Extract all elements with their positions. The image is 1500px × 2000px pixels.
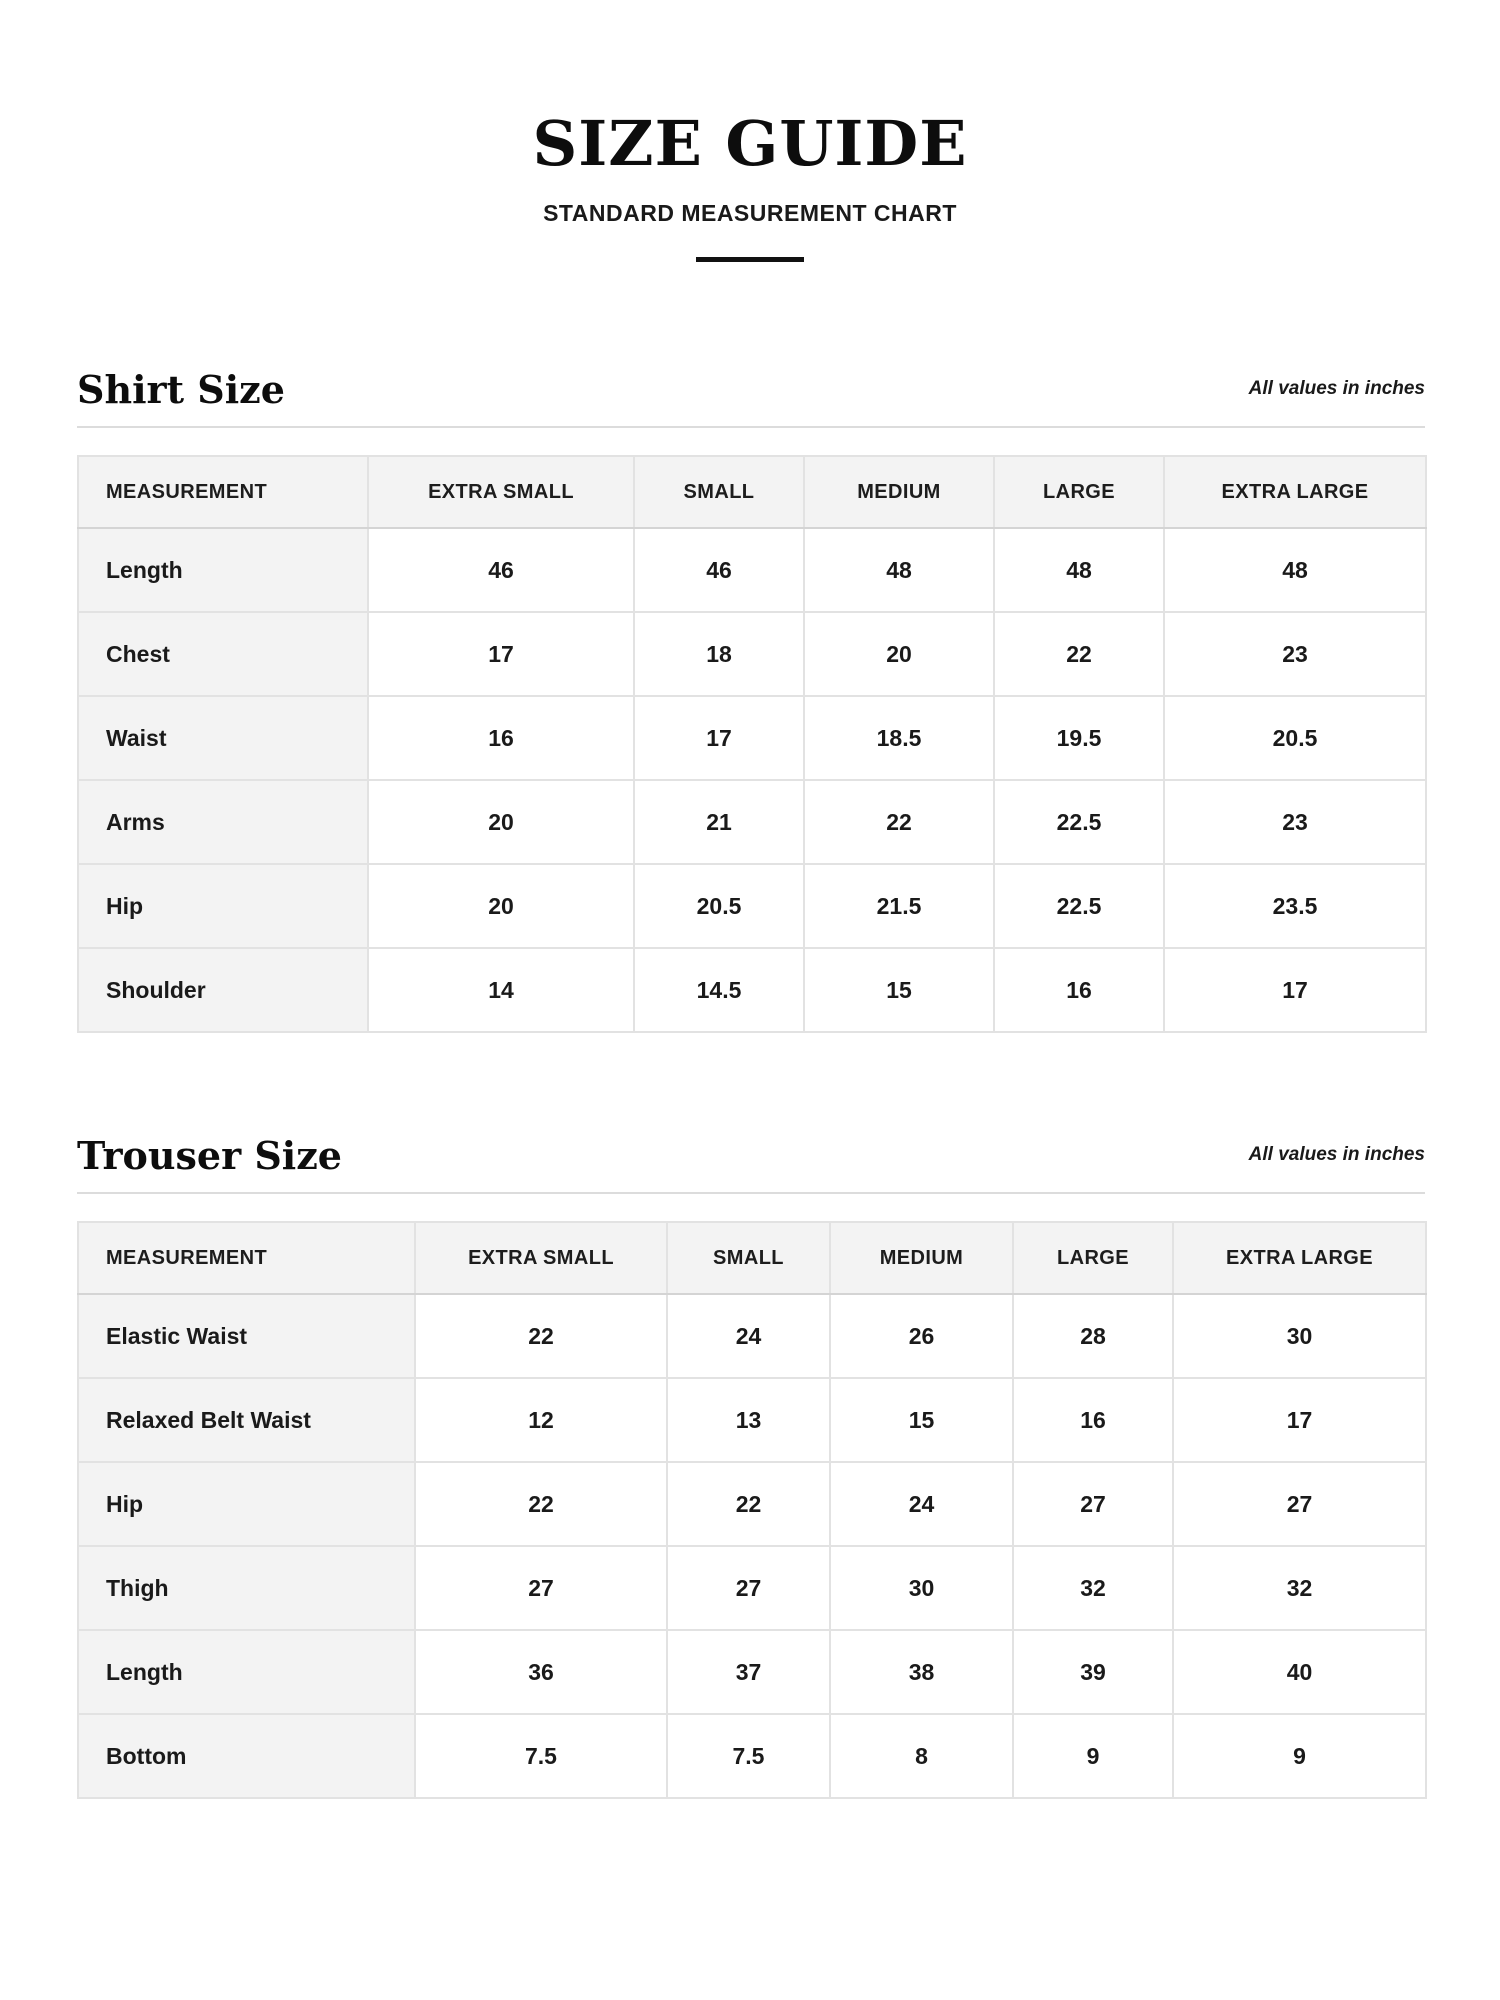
row-label: Hip [78,1462,415,1546]
trouser-section-title: Trouser Size [77,1133,342,1178]
table-cell: 20.5 [1164,696,1426,780]
column-header: EXTRA SMALL [415,1222,667,1294]
table-cell: 32 [1013,1546,1173,1630]
table-cell: 7.5 [667,1714,830,1798]
table-cell: 46 [368,528,634,612]
table-row [78,528,1426,612]
table-cell: 16 [1013,1378,1173,1462]
table-cell: 23 [1164,612,1426,696]
table-cell: 20 [368,780,634,864]
table-cell: 14.5 [634,948,804,1032]
table-header-row [78,456,1426,528]
shirt-section-header [77,364,1425,428]
trouser-section-header [77,1130,1425,1194]
table-row [78,1546,1426,1630]
table-cell: 15 [804,948,994,1032]
table-cell: 22 [994,612,1164,696]
table-cell: 17 [1173,1378,1426,1462]
column-header: LARGE [994,456,1164,528]
table-cell: 18 [634,612,804,696]
trouser-size-table [77,1221,1427,1799]
table-cell: 48 [1164,528,1426,612]
table-cell: 22 [804,780,994,864]
trouser-section [77,1130,1425,1799]
trouser-units-note: All values in inches [1248,1144,1425,1165]
table-row [78,864,1426,948]
table-cell: 46 [634,528,804,612]
shirt-section [77,364,1425,1033]
table-cell: 48 [804,528,994,612]
row-label: Arms [78,780,368,864]
shirt-section-title: Shirt Size [77,367,285,412]
row-label: Length [78,1630,415,1714]
table-cell: 21 [634,780,804,864]
row-label: Hip [78,864,368,948]
table-cell: 16 [368,696,634,780]
table-cell: 36 [415,1630,667,1714]
table-cell: 9 [1173,1714,1426,1798]
table-row [78,1714,1426,1798]
table-cell: 26 [830,1294,1013,1378]
shirt-units-note: All values in inches [1248,378,1425,399]
table-cell: 15 [830,1378,1013,1462]
table-cell: 20.5 [634,864,804,948]
table-cell: 18.5 [804,696,994,780]
table-cell: 16 [994,948,1164,1032]
table-cell: 27 [667,1546,830,1630]
table-cell: 20 [804,612,994,696]
title-divider [696,257,804,262]
column-header: MEASUREMENT [78,1222,415,1294]
column-header: MEASUREMENT [78,456,368,528]
table-row [78,612,1426,696]
table-cell: 14 [368,948,634,1032]
table-row [78,948,1426,1032]
row-label: Shoulder [78,948,368,1032]
table-cell: 22.5 [994,864,1164,948]
table-cell: 30 [1173,1294,1426,1378]
column-header: SMALL [634,456,804,528]
row-label: Length [78,528,368,612]
table-cell: 30 [830,1546,1013,1630]
table-cell: 23.5 [1164,864,1426,948]
row-label: Elastic Waist [78,1294,415,1378]
column-header: MEDIUM [830,1222,1013,1294]
row-label: Relaxed Belt Waist [78,1378,415,1462]
table-row [78,1630,1426,1714]
table-cell: 17 [368,612,634,696]
table-cell: 28 [1013,1294,1173,1378]
column-header: MEDIUM [804,456,994,528]
table-cell: 32 [1173,1546,1426,1630]
table-cell: 40 [1173,1630,1426,1714]
page-title: SIZE GUIDE [532,107,968,180]
page-subtitle: STANDARD MEASUREMENT CHART [543,200,957,226]
table-cell: 39 [1013,1630,1173,1714]
column-header: SMALL [667,1222,830,1294]
table-header-row [78,1222,1426,1294]
column-header: EXTRA LARGE [1164,456,1426,528]
table-row [78,696,1426,780]
row-label: Bottom [78,1714,415,1798]
table-cell: 17 [634,696,804,780]
column-header: LARGE [1013,1222,1173,1294]
table-row [78,1378,1426,1462]
table-cell: 48 [994,528,1164,612]
table-cell: 24 [667,1294,830,1378]
table-cell: 22 [415,1294,667,1378]
table-cell: 21.5 [804,864,994,948]
table-cell: 20 [368,864,634,948]
table-cell: 38 [830,1630,1013,1714]
table-cell: 37 [667,1630,830,1714]
page-header [0,108,1500,262]
table-cell: 19.5 [994,696,1164,780]
table-cell: 12 [415,1378,667,1462]
table-cell: 8 [830,1714,1013,1798]
table-cell: 24 [830,1462,1013,1546]
column-header: EXTRA LARGE [1173,1222,1426,1294]
table-row [78,780,1426,864]
row-label: Thigh [78,1546,415,1630]
row-label: Waist [78,696,368,780]
row-label: Chest [78,612,368,696]
table-row [78,1462,1426,1546]
table-cell: 23 [1164,780,1426,864]
table-cell: 27 [415,1546,667,1630]
table-cell: 9 [1013,1714,1173,1798]
table-cell: 27 [1173,1462,1426,1546]
table-cell: 7.5 [415,1714,667,1798]
table-cell: 27 [1013,1462,1173,1546]
table-cell: 22 [667,1462,830,1546]
table-cell: 13 [667,1378,830,1462]
table-cell: 22 [415,1462,667,1546]
column-header: EXTRA SMALL [368,456,634,528]
table-cell: 22.5 [994,780,1164,864]
table-row [78,1294,1426,1378]
table-cell: 17 [1164,948,1426,1032]
shirt-size-table [77,455,1427,1033]
